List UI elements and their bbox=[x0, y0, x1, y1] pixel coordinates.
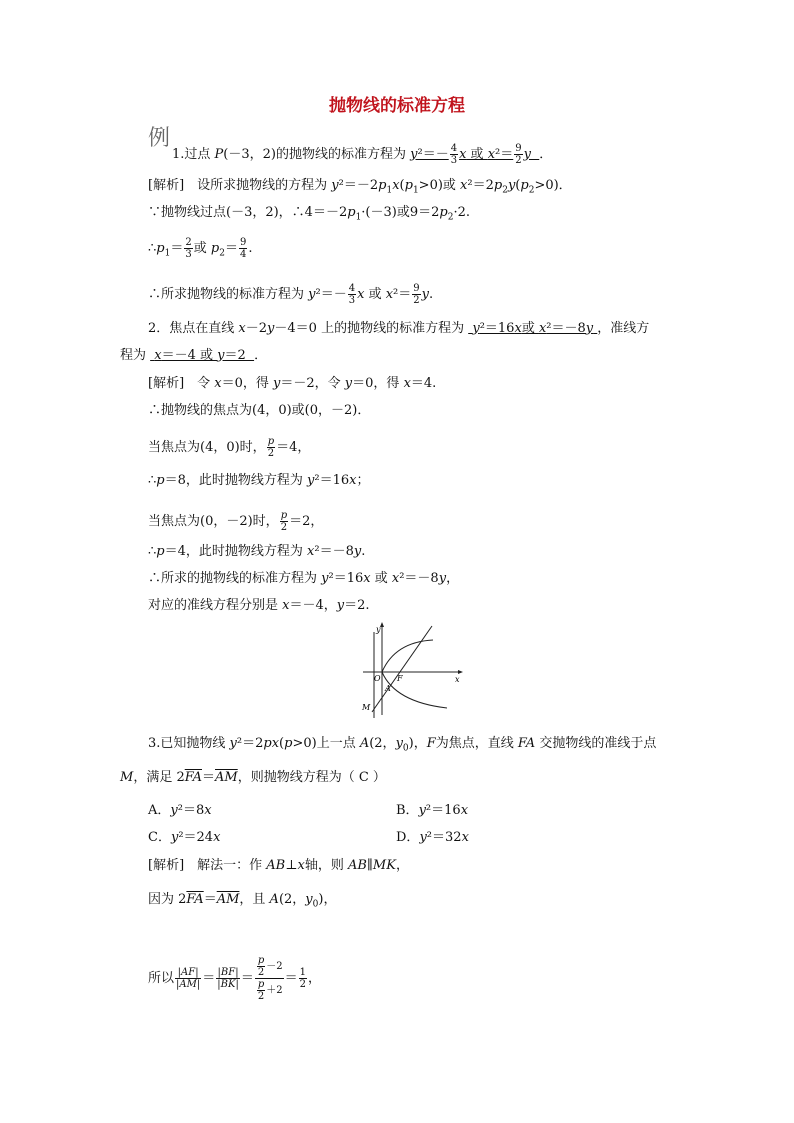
q3-solution-2: 因为 $2\overline{FA}=\overline{AM}$，且 A(2，$y_0$)， bbox=[148, 892, 337, 910]
q2-solution-6: ∴p＝4，此时抛物线方程为 x²＝－8y. bbox=[148, 544, 366, 559]
page-title: 抛物线的标准方程 bbox=[329, 96, 465, 116]
q2-solution-4: ∴p＝8，此时抛物线方程为 y²＝16x； bbox=[148, 473, 370, 488]
q1-stem: 1.过点 P(－3，2)的抛物线的标准方程为 y²＝－ $\frac{4}{3}$ x 或 x²＝ $\frac{9}{2}$ y ． bbox=[172, 143, 553, 166]
q3-solution-1: [解析] 解法一：作 AB⊥x轴，则 AB∥MK， bbox=[148, 858, 409, 873]
q3-solution-3: 所以 $\frac{|AF|}{|AM|}$ ＝ $\frac{|BF|}{|BK|}$ ＝ $\frac{p}{2}$ －2 $\frac{p}{2}$ ＋2 ＝ $\frac{1}{2}$ ， bbox=[148, 955, 322, 1002]
q2-stem-line2: 程为 x＝－4 或 y＝2 ． bbox=[120, 348, 268, 363]
label-y: y bbox=[376, 625, 381, 634]
q3-option-a: A．y²＝8x bbox=[148, 803, 212, 818]
q3-stem-line1: 3.已知抛物线 y²＝2px(p>0)上一点 A(2，$y_0$)，F为焦点，直线 FA 交抛物线的准线于点 bbox=[148, 736, 657, 754]
y-axis-arrow bbox=[380, 622, 384, 627]
parabola-curve bbox=[382, 640, 447, 708]
label-f: F bbox=[397, 674, 403, 683]
q1-solution-4: ∴所求抛物线的标准方程为 y²＝－ $\frac{4}{3}$ x 或 x²＝ $\frac{9}{2}$ y. bbox=[148, 283, 434, 306]
label-m: M bbox=[362, 703, 371, 712]
parabola-figure bbox=[355, 620, 475, 720]
q2-solution-8: 对应的准线方程分别是 x＝－4，y＝2. bbox=[148, 598, 370, 613]
q2-stem-line1: 2．焦点在直线 x－2y－4＝0 上的抛物线的标准方程为 y²＝16x或 x²＝－8y ，准线方 bbox=[148, 321, 650, 336]
q1-solution-2: ∵抛物线过点(－3，2)，$\therefore 4=-2p_1\cdot(-3)$或$9=2p_2\cdot 2$. bbox=[148, 205, 470, 223]
q3-option-d: D．y²＝32x bbox=[396, 830, 469, 845]
label-x: x bbox=[455, 675, 460, 684]
q3-stem-line2: M，满足 $2\overline{FA}=\overline{AM}$，则抛物线方程为（ C ） bbox=[120, 770, 386, 785]
q2-solution-7: ∴所求的抛物线的标准方程为 y²＝16x 或 x²＝－8y， bbox=[148, 571, 460, 586]
q1-solution-1: [解析] 设所求抛物线的方程为 $y^2=-2p_1x(p_1>0)$或 $x^2=2p_2y(p_2>0)$． bbox=[148, 178, 572, 196]
label-a: A bbox=[385, 684, 391, 693]
q2-solution-2: ∴抛物线的焦点为(4，0)或(0，－2)． bbox=[148, 403, 371, 418]
line-fm bbox=[372, 626, 432, 712]
q2-solution-3: 当焦点为(4，0)时， $\frac{p}{2}$ ＝4， bbox=[148, 436, 311, 459]
example-badge: 例 bbox=[148, 126, 171, 151]
q1-solution-3: $\therefore p_1=$ $\frac{2}{3}$ 或 $p_2=$ $\frac{9}{4}$ . bbox=[148, 237, 253, 260]
label-o: O bbox=[374, 674, 381, 683]
q3-option-b: B．y²＝16x bbox=[396, 803, 469, 818]
x-axis-arrow bbox=[458, 670, 463, 674]
q2-solution-1: [解析] 令 x＝0，得 y＝－2，令 y＝0，得 x＝4. bbox=[148, 376, 437, 391]
q2-solution-5: 当焦点为(0，－2)时， $\frac{p}{2}$ ＝2， bbox=[148, 510, 324, 533]
q3-option-c: C．y²＝24x bbox=[148, 830, 221, 845]
